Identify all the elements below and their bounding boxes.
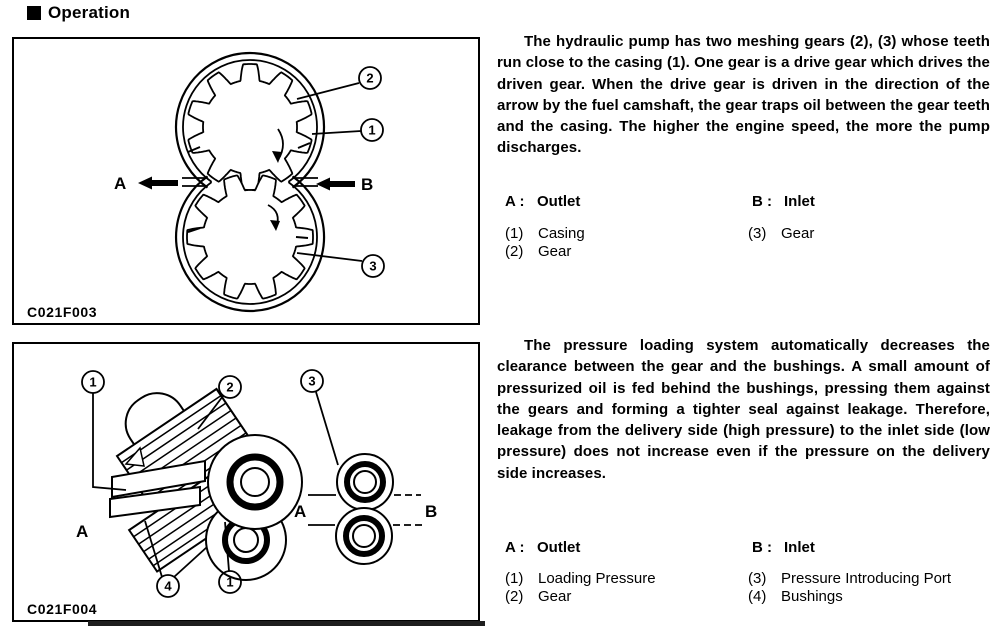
section-heading-label: Operation [48, 3, 131, 22]
legend-item [505, 243, 748, 260]
section-marker-icon [27, 6, 41, 20]
legend-items [505, 225, 991, 261]
endview-a-label: A [294, 502, 307, 521]
legend-item [505, 225, 748, 242]
fig2-callout-4: 4 [164, 578, 172, 594]
pressure-loading-paragraph: The pressure loading system automatically decreases the clearance between the gear and the bushings. A small amount of pressurized oil is fed behind the bushings, pressing them against the gears and forming a tighter seal against leakage. Therefore, leakage from the delivery side (high pressure) to the inlet side (low pressure) does not increase even if the pressure on the delivery side increases. [497, 337, 990, 482]
item-number: (3) [748, 225, 767, 242]
item-label: Gear [538, 588, 572, 605]
legend-a-key: A : [505, 193, 525, 210]
scan-artifact-line [88, 621, 485, 626]
iso-assembly-shape [110, 379, 422, 580]
legend-item [748, 588, 991, 605]
inlet-arrow-icon [316, 178, 355, 191]
fig2-callout-3: 3 [308, 373, 316, 389]
port-b-label: B [361, 175, 374, 194]
item-label: Casing [538, 225, 585, 242]
outlet-arrow-icon [138, 177, 178, 190]
legend-item [748, 570, 991, 587]
driven-gear-shape [187, 175, 313, 298]
legend-item [505, 570, 748, 587]
fig1-callout-3: 3 [369, 258, 377, 274]
item-label: Gear [781, 225, 815, 242]
endview-b-label: B [425, 502, 438, 521]
item-label: Pressure Introducing Port [781, 570, 952, 587]
item-number: (2) [505, 588, 524, 605]
top-bushing-shape [208, 435, 302, 529]
item-number: (3) [748, 570, 767, 587]
figure-caption: C021F004 [27, 601, 98, 617]
item-label: Gear [538, 243, 572, 260]
figure-gear-pump [12, 37, 480, 325]
fig2-callout-1: 1 [89, 374, 97, 390]
section-heading [27, 3, 130, 23]
pump-operation-paragraph: The hydraulic pump has two meshing gears (2), (3) whose teeth run close to the casing (1). One gear is a drive gear which drives the driven gear. When the drive gear is driven in the direction of the arrow by the fuel camshaft, the gear traps oil between the gear teeth and the casing. The higher the engine speed, the more the pump discharges. [497, 33, 990, 157]
legend-item [505, 588, 748, 605]
legend-ab-row [505, 193, 991, 210]
item-label: Bushings [781, 588, 843, 605]
item-number: (1) [505, 225, 524, 242]
bushing-end-view-shape [308, 454, 422, 564]
fig1-callout-2: 2 [366, 70, 374, 86]
legend-a-value: Outlet [537, 539, 581, 556]
legend-item [748, 225, 991, 242]
legend-items [505, 570, 991, 606]
legend-b-value: Inlet [784, 193, 815, 210]
item-number: (4) [748, 588, 767, 605]
legend-a-key: A : [505, 539, 525, 556]
item-number: (1) [505, 570, 524, 587]
legend-a-value: Outlet [537, 193, 581, 210]
fig1-callout-1: 1 [368, 122, 376, 138]
pressure-loading-diagram [14, 344, 478, 620]
figure-pressure-loading [12, 342, 480, 622]
fig2-callout-1b: 1 [226, 574, 234, 590]
figure-caption: C021F003 [27, 304, 98, 320]
legend-b-value: Inlet [784, 539, 815, 556]
item-number: (2) [505, 243, 524, 260]
fig2-callout-2: 2 [226, 379, 234, 395]
item-label: Loading Pressure [538, 570, 656, 587]
drive-gear-shape [188, 64, 311, 190]
gear-pump-diagram [14, 39, 478, 323]
legend-b-key: B : [752, 539, 772, 556]
port-a-label: A [114, 174, 127, 193]
iso-a-label: A [76, 522, 89, 541]
legend-b-key: B : [752, 193, 772, 210]
legend-ab-row [505, 539, 991, 556]
